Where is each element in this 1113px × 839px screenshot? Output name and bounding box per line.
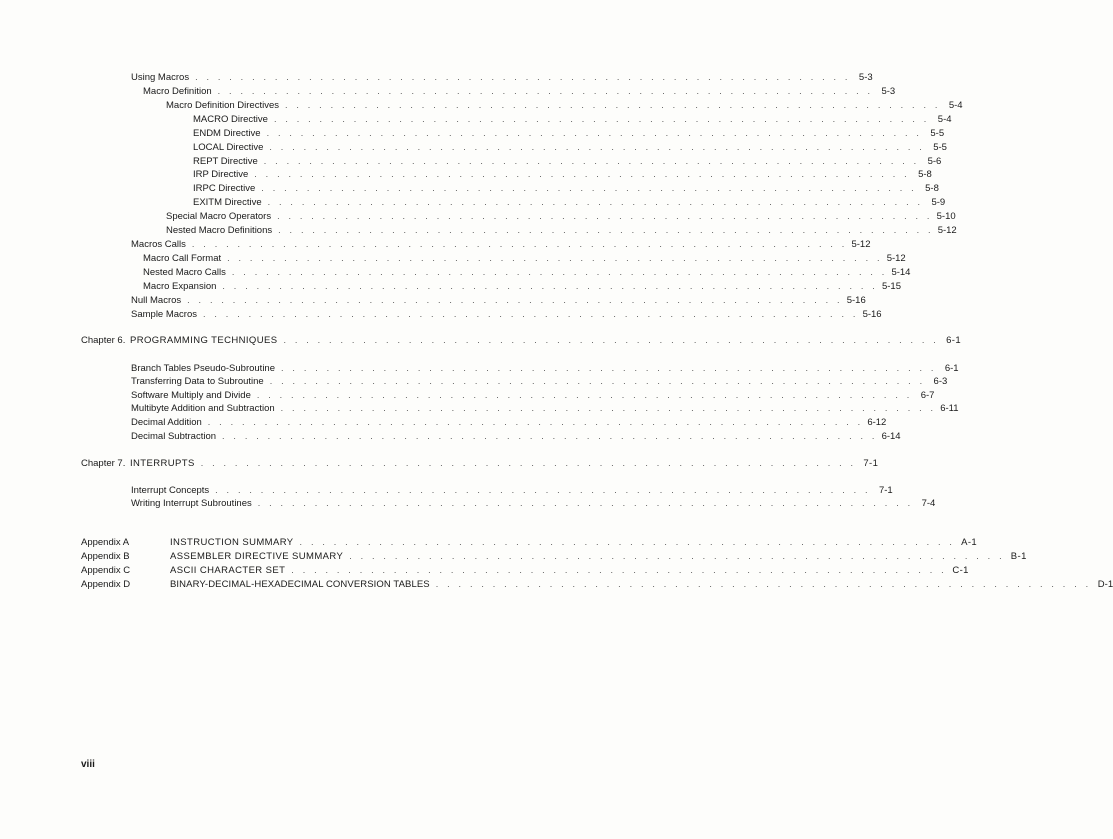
toc-entry-title: Software Multiply and Divide (131, 390, 251, 401)
toc-entry-title: Writing Interrupt Subroutines (131, 498, 252, 509)
toc-entry-page: 7-1 (878, 485, 893, 496)
dot-leader: . . . . . . . . . . . . . . . . . . . . . . . . . . . . . . . . . . . . . . . . . . . . . . . . . . . . . . . . . . (195, 72, 851, 82)
dot-leader: . . . . . . . . . . . . . . . . . . . . . . . . . . . . . . . . . . . . . . . . . . . . . . . . . . . . . . . . . . (222, 281, 878, 291)
toc-entry (166, 98, 963, 112)
appendix-page: D-1 (1097, 579, 1113, 590)
toc-entry (131, 429, 901, 443)
toc-entry-title: REPT Directive (193, 156, 258, 167)
toc-entry (143, 265, 911, 279)
toc-entry-title: Nested Macro Calls (143, 267, 226, 278)
toc-entry (131, 483, 893, 497)
appendix-c-label: Appendix C (81, 565, 131, 576)
toc-entry (193, 167, 932, 181)
dot-leader: . . . . . . . . . . . . . . . . . . . . . . . . . . . . . . . . . . . . . . . . . . . . . . . . . . . . . . . . . . (266, 128, 923, 138)
toc-entry-title: IRPC Directive (193, 183, 256, 194)
chapter-6-page: 6-1 (946, 335, 962, 346)
toc-entry (143, 251, 906, 265)
dot-leader: . . . . . . . . . . . . . . . . . . . . . . . . . . . . . . . . . . . . . . . . . . . . . . . . . . . . . . . . . . (277, 211, 933, 221)
toc-entry (131, 401, 959, 415)
toc-entry (166, 223, 957, 237)
dot-leader: . . . . . . . . . . . . . . . . . . . . . . . . . . . . . . . . . . . . . . . . . . . . . . . . . . . . . . . . . . (217, 86, 874, 96)
dot-leader: . . . . . . . . . . . . . . . . . . . . . . . . . . . . . . . . . . . . . . . . . . . . . . . . . . . . . . . . . . (284, 100, 941, 110)
toc-entry (131, 496, 936, 510)
toc-entry-page: 5-16 (846, 295, 866, 306)
dot-leader: . . . . . . . . . . . . . . . . . . . . . . . . . . . . . . . . . . . . . . . . . . . . . . . . . . . . . . . . . . (281, 363, 937, 373)
toc-entry-page: 5-5 (930, 128, 945, 139)
toc-entry-title: MACRO Directive (193, 114, 268, 125)
toc-entry (131, 415, 887, 429)
toc-entry (131, 307, 882, 321)
toc-entry-title: Transferring Data to Subroutine (131, 376, 264, 387)
toc-entry-title: Multibyte Addition and Subtraction (131, 403, 275, 414)
dot-leader: . . . . . . . . . . . . . . . . . . . . . . . . . . . . . . . . . . . . . . . . . . . . . . . . . . . . . . . . . . (203, 309, 859, 319)
chapter-6-title: PROGRAMMING TECHNIQUES (130, 335, 278, 346)
chapter-7-prefix: Chapter 7. (81, 458, 126, 469)
appendix-title: ASCII CHARACTER SET (170, 565, 286, 576)
toc-entry-title: Macro Expansion (143, 281, 217, 292)
dot-leader: . . . . . . . . . . . . . . . . . . . . . . . . . . . . . . . . . . . . . . . . . . . . . . . . . . . . . . . . . . (215, 485, 871, 495)
chapter-7-page: 7-1 (863, 458, 879, 469)
toc-entry-title: Null Macros (131, 295, 182, 306)
chapter-6-prefix: Chapter 6. (81, 335, 126, 346)
dot-leader: . . . . . . . . . . . . . . . . . . . . . . . . . . . . . . . . . . . . . . . . . . . . . . . . . . . . . . . . . . (231, 267, 888, 277)
appendix-title: BINARY-DECIMAL-HEXADECIMAL CONVERSION TABLES (170, 579, 430, 590)
toc-entry (143, 279, 901, 293)
dot-leader: . . . . . . . . . . . . . . . . . . . . . . . . . . . . . . . . . . . . . . . . . . . . . . . . . . . . . . . . . . (187, 295, 843, 305)
toc-entry-page: 5-5 (933, 142, 947, 153)
toc-entry-page: 5-12 (886, 253, 906, 264)
dot-leader: . . . . . . . . . . . . . . . . . . . . . . . . . . . . . . . . . . . . . . . . . . . . . . . . . . . . . . . . . . (280, 403, 937, 413)
toc-entry-title: Using Macros (131, 72, 190, 83)
toc-entry (131, 388, 935, 402)
toc-entry-page: 5-12 (937, 225, 957, 236)
toc-entry (131, 374, 948, 388)
toc-entry-page: 5-3 (858, 72, 873, 83)
toc-entry-title: Sample Macros (131, 309, 197, 320)
dot-leader: . . . . . . . . . . . . . . . . . . . . . . . . . . . . . . . . . . . . . . . . . . . . . . . . . . . . . . . . . . (267, 197, 924, 207)
toc-entry (193, 140, 947, 154)
toc-entry-title: Macro Definition (143, 86, 212, 97)
toc-entry-page: 5-9 (931, 197, 946, 208)
toc-entry (193, 195, 946, 209)
appendix-title: INSTRUCTION SUMMARY (170, 537, 294, 548)
dot-leader: . . . . . . . . . . . . . . . . . . . . . . . . . . . . . . . . . . . . . . . . . . . . . . . . . . . . . . . . . . (257, 498, 914, 508)
dot-leader: . . . . . . . . . . . . . . . . . . . . . . . . . . . . . . . . . . . . . . . . . . . . . . . . . . . . . . . . . . (207, 417, 864, 427)
dot-leader: . . . . . . . . . . . . . . . . . . . . . . . . . . . . . . . . . . . . . . . . . . . . . . . . . . . . . . . . . . (269, 142, 925, 152)
toc-entry (193, 112, 952, 126)
dot-leader: . . . . . . . . . . . . . . . . . . . . . . . . . . . . . . . . . . . . . . . . . . . . . . . . . . . . . . . . . . (191, 239, 848, 249)
appendix-page: B-1 (1010, 551, 1027, 562)
dot-leader: . . . . . . . . . . . . . . . . . . . . . . . . . . . . . . . . . . . . . . . . . . . . . . . . . . . . . . . . . . (261, 183, 917, 193)
dot-leader: . . . . . . . . . . . . . . . . . . . . . . . . . . . . . . . . . . . . . . . . . . . . . . . . . . . . . . . . . . (291, 565, 947, 575)
toc-entry (131, 237, 871, 251)
dot-leader: . . . . . . . . . . . . . . . . . . . . . . . . . . . . . . . . . . . . . . . . . . . . . . . . . . . . . . . . . . (256, 390, 913, 400)
dot-leader: . . . . . . . . . . . . . . . . . . . . . . . . . . . . . . . . . . . . . . . . . . . . . . . . . . . . . . . . . . (435, 579, 1092, 589)
toc-entry (131, 293, 866, 307)
appendix-title: ASSEMBLER DIRECTIVE SUMMARY (170, 551, 344, 562)
dot-leader: . . . . . . . . . . . . . . . . . . . . . . . . . . . . . . . . . . . . . . . . . . . . . . . . . . . . . . . . . . (299, 537, 956, 547)
toc-entry-title: Decimal Subtraction (131, 431, 217, 442)
chapter-6-heading (130, 333, 962, 347)
toc-entry-page: 5-8 (925, 183, 939, 194)
chapter-7-title: INTERRUPTS (130, 458, 195, 469)
toc-entry-page: 6-12 (867, 417, 887, 428)
dot-leader: . . . . . . . . . . . . . . . . . . . . . . . . . . . . . . . . . . . . . . . . . . . . . . . . . . . . . . . . . . (200, 458, 857, 468)
appendix-a-label: Appendix A (81, 537, 130, 548)
dot-leader: . . . . . . . . . . . . . . . . . . . . . . . . . . . . . . . . . . . . . . . . . . . . . . . . . . . . . . . . . . (283, 335, 940, 345)
toc-entry-title: ENDM Directive (193, 128, 261, 139)
toc-entry-page: 5-15 (881, 281, 901, 292)
toc-entry-page: 5-12 (851, 239, 871, 250)
toc-entry-page: 7-4 (921, 498, 936, 509)
toc-entry-page: 5-14 (891, 267, 911, 278)
toc-entry-title: EXITM Directive (193, 197, 262, 208)
toc-entry-title: LOCAL Directive (193, 142, 264, 153)
appendix-page: A-1 (961, 537, 978, 548)
toc-entry (131, 361, 959, 375)
toc-entry-page: 5-8 (918, 169, 932, 180)
toc-entry-title: Special Macro Operators (166, 211, 272, 222)
appendix-d-label: Appendix D (81, 579, 131, 590)
dot-leader: . . . . . . . . . . . . . . . . . . . . . . . . . . . . . . . . . . . . . . . . . . . . . . . . . . . . . . . . . . (349, 551, 1005, 561)
toc-entry (131, 70, 873, 84)
toc-entry-page: 6-1 (944, 363, 959, 374)
dot-leader: . . . . . . . . . . . . . . . . . . . . . . . . . . . . . . . . . . . . . . . . . . . . . . . . . . . . . . . . . . (227, 253, 883, 263)
appendix-entry (170, 563, 969, 577)
toc-entry-title: Nested Macro Definitions (166, 225, 273, 236)
page-number: viii (81, 759, 95, 770)
toc-entry-page: 5-4 (937, 114, 952, 125)
dot-leader: . . . . . . . . . . . . . . . . . . . . . . . . . . . . . . . . . . . . . . . . . . . . . . . . . . . . . . . . . . (278, 225, 934, 235)
toc-entry-title: Macro Call Format (143, 253, 222, 264)
dot-leader: . . . . . . . . . . . . . . . . . . . . . . . . . . . . . . . . . . . . . . . . . . . . . . . . . . . . . . . . . . (269, 376, 926, 386)
dot-leader: . . . . . . . . . . . . . . . . . . . . . . . . . . . . . . . . . . . . . . . . . . . . . . . . . . . . . . . . . . (254, 169, 910, 179)
toc-entry (193, 126, 945, 140)
toc-entry-page: 6-14 (881, 431, 901, 442)
appendix-entry (170, 535, 978, 549)
dot-leader: . . . . . . . . . . . . . . . . . . . . . . . . . . . . . . . . . . . . . . . . . . . . . . . . . . . . . . . . . . (263, 156, 920, 166)
toc-entry-page: 6-7 (920, 390, 935, 401)
toc-entry-title: Macro Definition Directives (166, 100, 279, 111)
appendix-page: C-1 (952, 565, 969, 576)
toc-entry-title: IRP Directive (193, 169, 249, 180)
toc-entry (143, 84, 896, 98)
toc-entry-page: 5-10 (936, 211, 956, 222)
appendix-b-label: Appendix B (81, 551, 130, 562)
toc-entry (193, 181, 939, 195)
toc-entry (166, 209, 956, 223)
appendix-entry (170, 549, 1027, 563)
dot-leader: . . . . . . . . . . . . . . . . . . . . . . . . . . . . . . . . . . . . . . . . . . . . . . . . . . . . . . . . . . (273, 114, 930, 124)
chapter-7-heading (130, 456, 879, 470)
toc-entry-title: Interrupt Concepts (131, 485, 210, 496)
appendix-entry (170, 577, 1113, 591)
toc-entry-title: Macros Calls (131, 239, 186, 250)
toc-entry-page: 5-4 (948, 100, 963, 111)
toc-entry-title: Branch Tables Pseudo-Subroutine (131, 363, 276, 374)
toc-entry-page: 6-11 (940, 403, 959, 414)
toc-entry-page: 5-16 (862, 309, 882, 320)
toc-entry (193, 154, 942, 168)
toc-entry-title: Decimal Addition (131, 417, 202, 428)
toc-entry-page: 5-6 (927, 156, 942, 167)
toc-entry-page: 5-3 (881, 86, 896, 97)
toc-entry-page: 6-3 (933, 376, 948, 387)
dot-leader: . . . . . . . . . . . . . . . . . . . . . . . . . . . . . . . . . . . . . . . . . . . . . . . . . . . . . . . . . . (222, 431, 878, 441)
